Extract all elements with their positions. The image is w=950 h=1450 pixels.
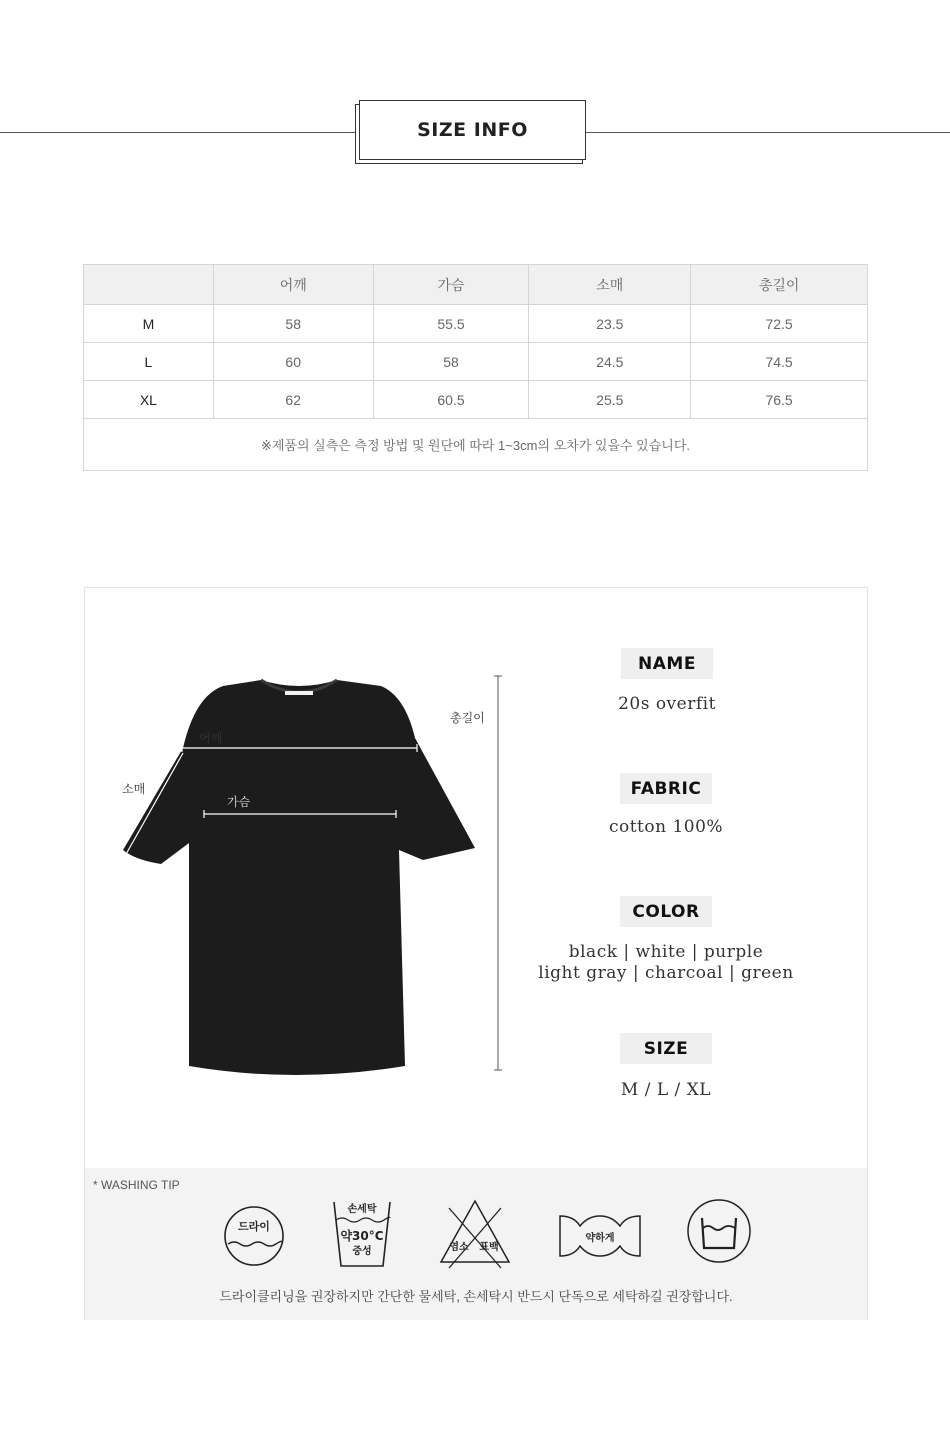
tumble-dry-icon <box>686 1198 752 1269</box>
measurement-note: ※제품의 실측은 측정 방법 및 원단에 따라 1~3cm의 오차가 있을수 있습니다. <box>84 419 868 471</box>
page-title: SIZE INFO <box>417 119 528 141</box>
washing-tip-section <box>85 1168 867 1320</box>
length-label: 총길이 <box>450 711 485 725</box>
size-value: M / L / XL <box>620 1080 712 1100</box>
size-table <box>83 264 868 471</box>
table-cell: 23.5 <box>529 305 691 343</box>
table-row <box>84 305 868 343</box>
garment-illustration <box>85 588 505 1168</box>
hand-wash-text3: 중성 <box>352 1246 372 1257</box>
color-tag: COLOR <box>620 896 712 927</box>
table-cell: 60.5 <box>373 381 529 419</box>
gentle-wring-text: 약하게 <box>585 1233 615 1244</box>
table-cell: 24.5 <box>529 343 691 381</box>
column-header: 가슴 <box>373 265 529 305</box>
table-row <box>84 343 868 381</box>
table-cell: 25.5 <box>529 381 691 419</box>
hand-wash-icon <box>331 1198 393 1275</box>
table-cell: 58 <box>213 305 373 343</box>
tshirt-image <box>85 588 505 1168</box>
washing-note: 드라이클리닝을 권장하지만 간단한 물세탁, 손세탁시 반드시 단독으로 세탁하길 권장합니다. <box>219 1289 733 1304</box>
table-cell: 60 <box>213 343 373 381</box>
table-cell: 55.5 <box>373 305 529 343</box>
dry-clean-text: 드라이 <box>238 1220 270 1233</box>
size-cell: XL <box>84 381 214 419</box>
no-bleach-icon <box>437 1198 513 1275</box>
tshirt-body <box>123 680 475 1075</box>
no-bleach-text-left: 염소 <box>449 1242 469 1253</box>
hand-wash-text2: 약30°C <box>340 1229 384 1243</box>
table-cell: 74.5 <box>691 343 868 381</box>
size-tag: SIZE <box>620 1033 712 1064</box>
table-row <box>84 381 868 419</box>
tshirt-label <box>285 691 313 695</box>
table-cell: 62 <box>213 381 373 419</box>
header-box <box>359 100 586 160</box>
column-header: 총길이 <box>691 265 868 305</box>
gentle-wring-icon <box>558 1212 642 1265</box>
header-divider-right <box>586 132 950 133</box>
fabric-value: cotton 100% <box>608 817 724 837</box>
table-cell: 58 <box>373 343 529 381</box>
column-header: 어깨 <box>213 265 373 305</box>
color-value-line2: light gray | charcoal | green <box>538 963 794 983</box>
column-header: 소매 <box>529 265 691 305</box>
color-value-line1: black | white | purple <box>568 942 764 962</box>
washing-tip-title: * WASHING TIP <box>93 1178 180 1192</box>
name-value: 20s overfit <box>618 694 716 714</box>
shoulder-label: 어깨 <box>199 731 223 745</box>
size-cell: M <box>84 305 214 343</box>
chest-label: 가슴 <box>227 795 251 809</box>
name-tag: NAME <box>621 648 713 679</box>
fabric-tag: FABRIC <box>620 773 712 804</box>
product-info-panel <box>84 587 868 1320</box>
table-note-row <box>84 419 868 471</box>
table-header-row <box>84 265 868 305</box>
size-cell: L <box>84 343 214 381</box>
sleeve-label: 소매 <box>122 782 146 796</box>
header-divider-left <box>0 132 355 133</box>
table-cell: 72.5 <box>691 305 868 343</box>
table-cell: 76.5 <box>691 381 868 419</box>
hand-wash-text1: 손세탁 <box>347 1204 377 1215</box>
no-bleach-text-right: 표백 <box>479 1242 499 1253</box>
dry-clean-icon <box>222 1204 286 1273</box>
column-header <box>84 265 214 305</box>
